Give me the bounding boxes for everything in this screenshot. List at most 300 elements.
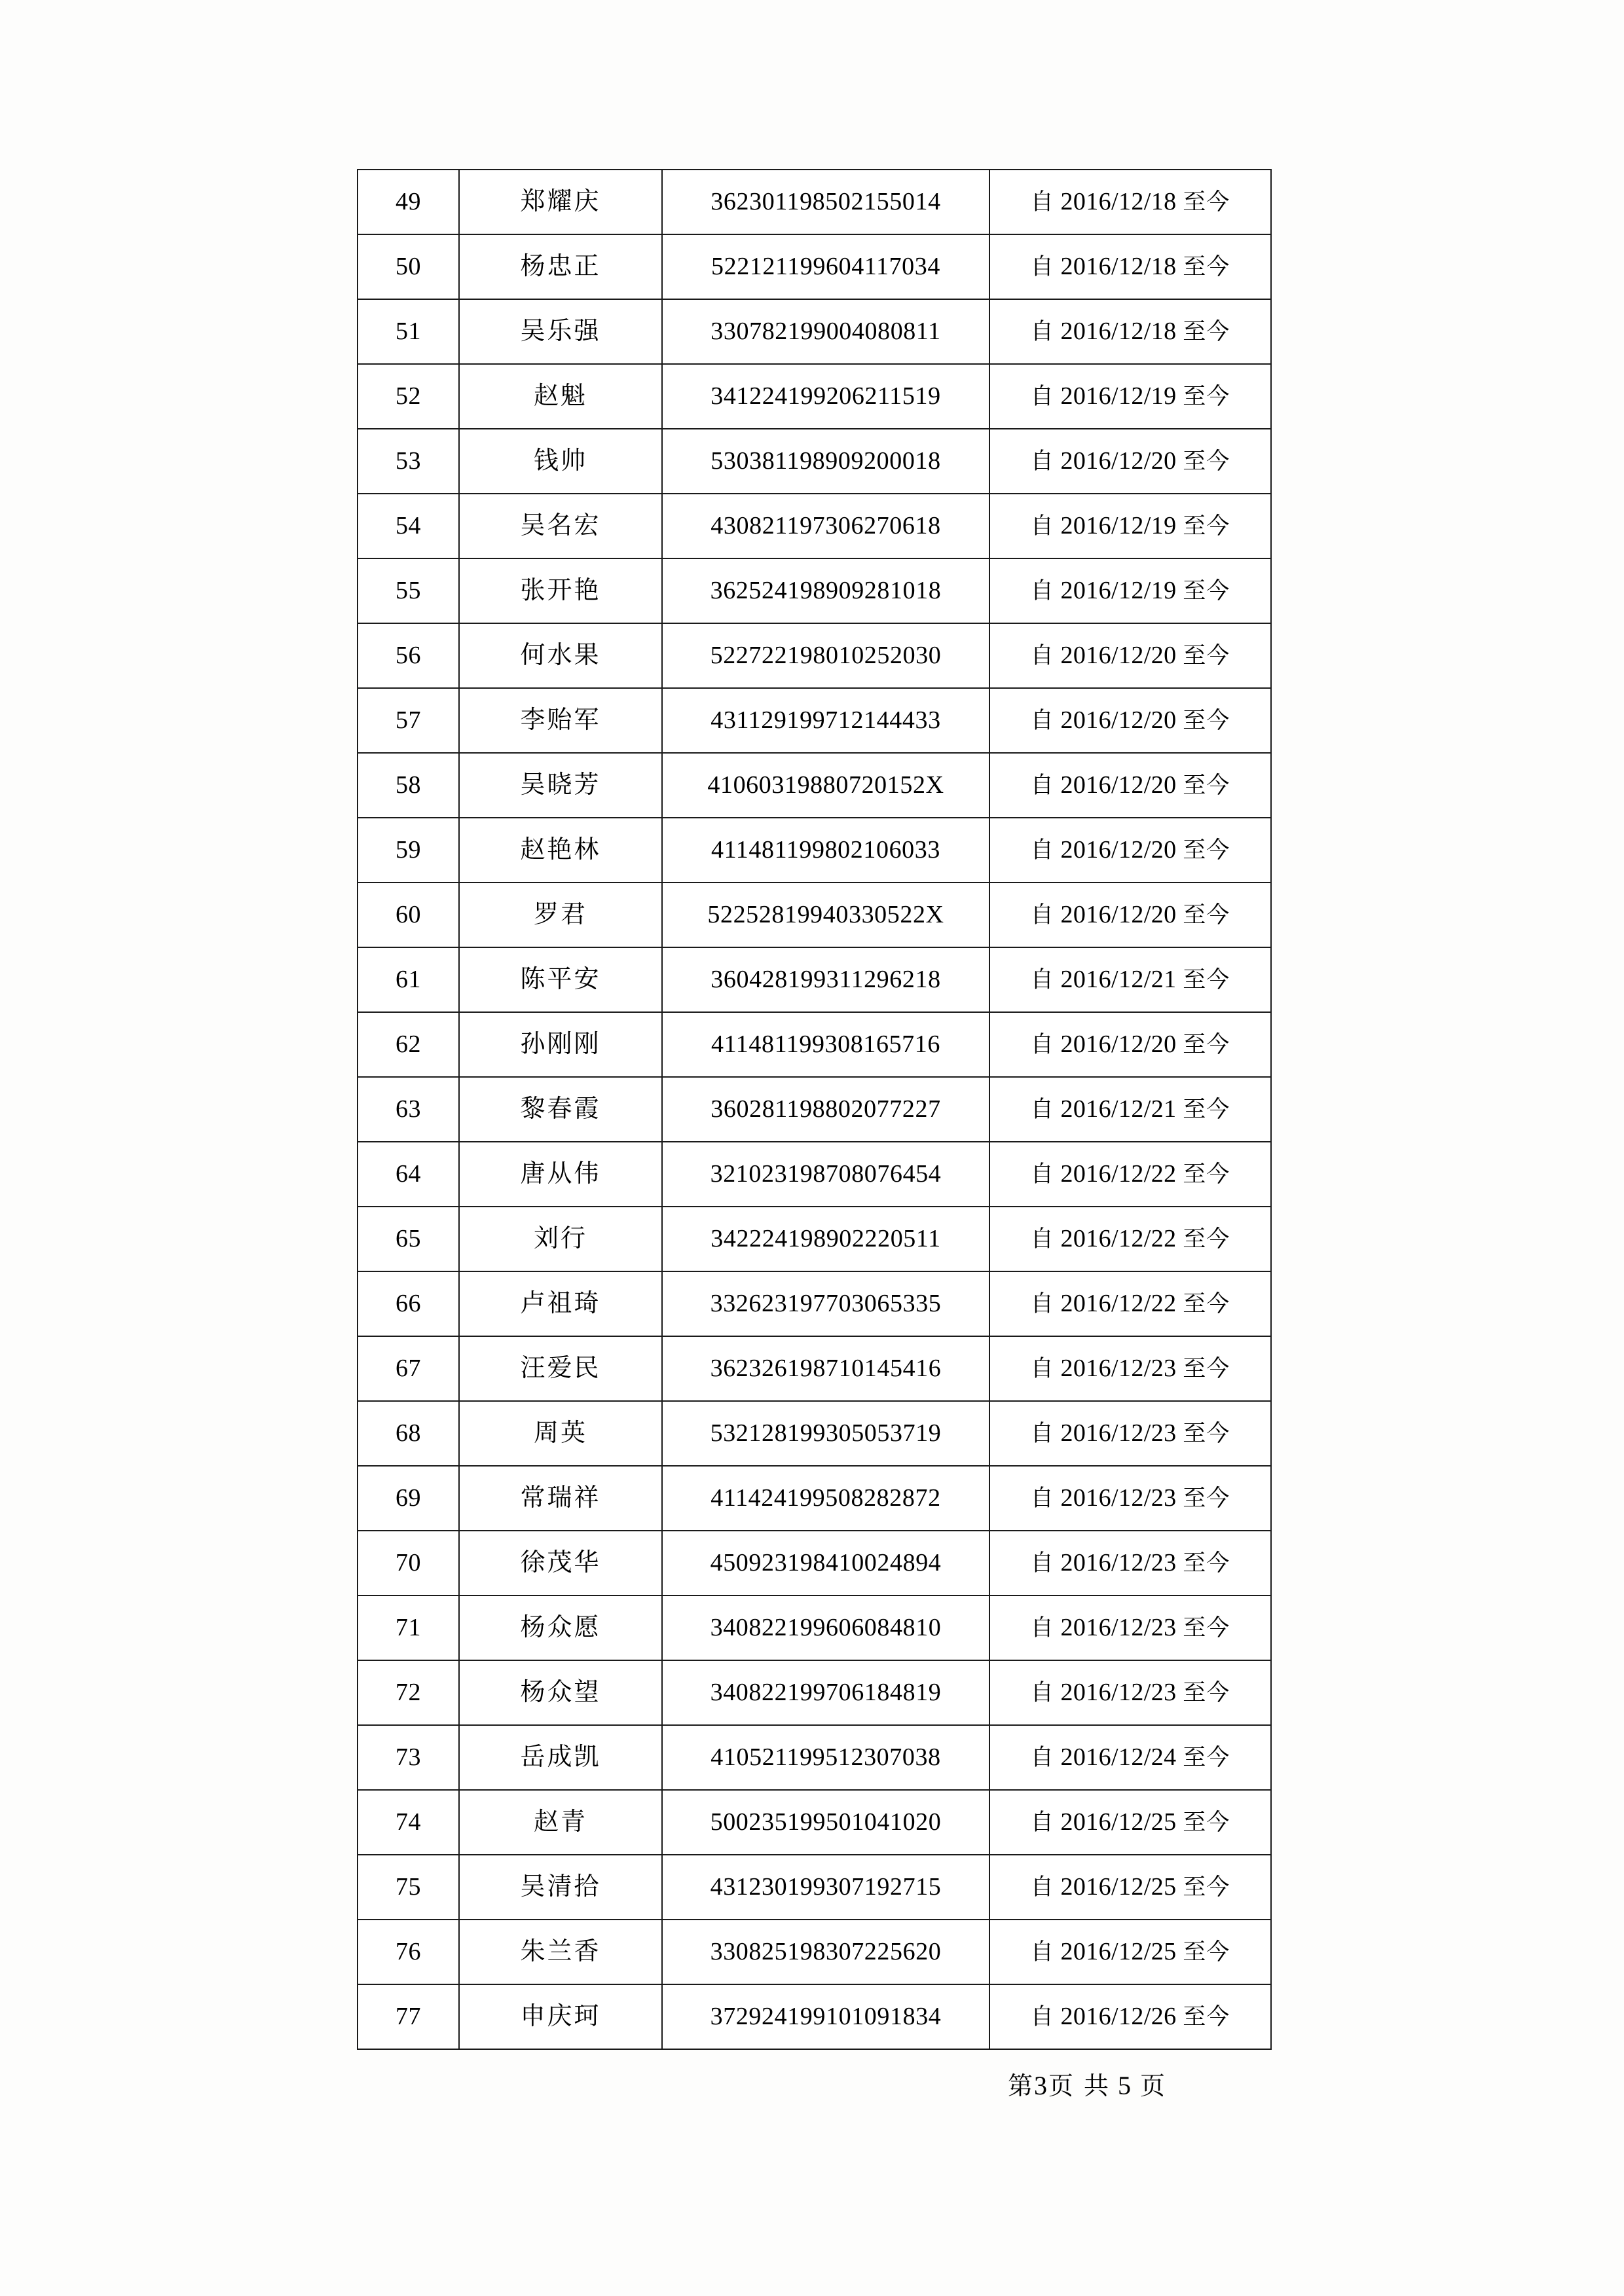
period-text: [1031, 577, 1230, 604]
table-row: [358, 1012, 1271, 1077]
table-row: [358, 234, 1271, 299]
cell-name: [459, 1660, 662, 1725]
period-to-label: 至今: [1183, 448, 1230, 475]
id-number: 362301198502155014: [710, 187, 941, 215]
cell-id-number: [662, 688, 989, 753]
cell-period: [989, 1271, 1271, 1336]
table-row: [358, 753, 1271, 818]
period-text: [1031, 1226, 1230, 1252]
cell-id-number: [662, 1595, 989, 1660]
cell-name: [459, 1725, 662, 1790]
table-row: [358, 299, 1271, 364]
period-date: 2016/12/20: [1060, 641, 1177, 669]
period-from-label: 自: [1030, 1096, 1054, 1123]
person-name: 杨众愿: [520, 1613, 601, 1642]
cell-name: [459, 623, 662, 688]
cell-index: [358, 1142, 459, 1207]
table-row: [358, 1401, 1271, 1466]
cell-name: [459, 1920, 662, 1984]
cell-id-number: [662, 1984, 989, 2049]
cell-id-number: [662, 623, 989, 688]
period-to-label: 至今: [1183, 253, 1230, 280]
cell-index: [358, 1336, 459, 1401]
cell-name: [459, 170, 662, 234]
cell-index: [358, 1920, 459, 1984]
id-number: 362326198710145416: [710, 1354, 942, 1382]
period-text: [1031, 1485, 1230, 1512]
roster-table-container: [357, 169, 1270, 2050]
period-date: 2016/12/20: [1060, 771, 1177, 799]
cell-period: [989, 947, 1271, 1012]
cell-period: [989, 623, 1271, 688]
id-number: 360281198802077227: [710, 1095, 941, 1123]
person-name: 刘行: [533, 1224, 587, 1253]
person-name: 赵青: [533, 1807, 587, 1836]
period-to-label: 至今: [1183, 189, 1230, 215]
period-date: 2016/12/19: [1060, 576, 1177, 604]
id-number: 522121199604117034: [711, 252, 940, 280]
period-text: [1031, 837, 1230, 864]
cell-id-number: [662, 818, 989, 883]
row-index: 72: [396, 1678, 421, 1706]
person-name: 吴清拾: [520, 1872, 601, 1901]
row-index: 57: [396, 706, 421, 734]
person-name: 赵艳林: [520, 835, 601, 864]
cell-name: [459, 494, 662, 558]
period-date: 2016/12/20: [1060, 900, 1177, 928]
cell-name: [459, 1271, 662, 1336]
row-index: 61: [396, 965, 421, 993]
cell-name: [459, 1595, 662, 1660]
period-to-label: 至今: [1183, 772, 1230, 799]
id-number: 341224199206211519: [710, 382, 941, 410]
period-text: [1031, 1679, 1230, 1706]
cell-index: [358, 1595, 459, 1660]
period-from-label: 自: [1030, 253, 1054, 280]
period-date: 2016/12/19: [1060, 382, 1177, 410]
cell-name: [459, 753, 662, 818]
row-index: 56: [396, 641, 421, 669]
table-row: [358, 1531, 1271, 1595]
roster-table: [357, 169, 1272, 2050]
footer-total-pages: 5: [1118, 2071, 1133, 2100]
cell-id-number: [662, 1531, 989, 1595]
person-name: 杨众望: [520, 1677, 601, 1707]
id-number: 532128199305053719: [710, 1419, 942, 1447]
person-name: 朱兰香: [520, 1937, 601, 1966]
period-to-label: 至今: [1183, 1161, 1230, 1188]
table-row: [358, 494, 1271, 558]
cell-name: [459, 1790, 662, 1855]
person-name: 吴晓芳: [520, 770, 601, 799]
period-from-label: 自: [1030, 1550, 1054, 1576]
period-text: [1031, 1355, 1230, 1382]
period-date: 2016/12/18: [1060, 317, 1177, 345]
period-from-label: 自: [1030, 1420, 1054, 1447]
id-number: 450923198410024894: [710, 1548, 942, 1576]
period-date: 2016/12/23: [1060, 1419, 1177, 1447]
person-name: 罗君: [533, 900, 587, 929]
cell-id-number: [662, 558, 989, 623]
cell-period: [989, 1984, 1271, 2049]
cell-name: [459, 1531, 662, 1595]
period-from-label: 自: [1030, 318, 1054, 345]
cell-index: [358, 1077, 459, 1142]
person-name: 何水果: [520, 640, 601, 670]
id-number: 411424199508282872: [710, 1484, 941, 1512]
period-from-label: 自: [1030, 1809, 1054, 1836]
cell-period: [989, 494, 1271, 558]
period-from-label: 自: [1030, 189, 1054, 215]
table-row: [358, 1336, 1271, 1401]
person-name: 吴名宏: [520, 511, 601, 540]
cell-index: [358, 688, 459, 753]
period-from-label: 自: [1030, 1874, 1054, 1901]
person-name: 徐茂华: [520, 1548, 601, 1577]
period-to-label: 至今: [1183, 1096, 1230, 1123]
row-index: 58: [396, 771, 421, 799]
cell-index: [358, 170, 459, 234]
person-name: 杨忠正: [520, 251, 601, 281]
period-to-label: 至今: [1183, 1420, 1230, 1447]
period-date: 2016/12/21: [1060, 965, 1177, 993]
cell-period: [989, 1531, 1271, 1595]
period-date: 2016/12/19: [1060, 511, 1177, 539]
cell-index: [358, 1855, 459, 1920]
period-from-label: 自: [1030, 1679, 1054, 1706]
cell-index: [358, 558, 459, 623]
cell-period: [989, 1660, 1271, 1725]
period-from-label: 自: [1030, 1614, 1054, 1641]
period-from-label: 自: [1030, 448, 1054, 475]
row-index: 54: [396, 511, 421, 539]
table-row: [358, 1660, 1271, 1725]
cell-index: [358, 1207, 459, 1271]
row-index: 65: [396, 1224, 421, 1252]
person-name: 唐从伟: [520, 1159, 601, 1188]
cell-period: [989, 234, 1271, 299]
period-text: [1031, 707, 1230, 734]
period-to-label: 至今: [1183, 966, 1230, 993]
cell-name: [459, 234, 662, 299]
period-from-label: 自: [1030, 902, 1054, 928]
cell-name: [459, 947, 662, 1012]
period-text: [1031, 253, 1230, 280]
table-row: [358, 1077, 1271, 1142]
cell-period: [989, 1725, 1271, 1790]
cell-id-number: [662, 1077, 989, 1142]
period-to-label: 至今: [1183, 1809, 1230, 1836]
row-index: 53: [396, 446, 421, 475]
table-row: [358, 623, 1271, 688]
id-number: 340822199706184819: [710, 1678, 942, 1706]
row-index: 52: [396, 382, 421, 410]
period-from-label: 自: [1030, 1290, 1054, 1317]
row-index: 49: [396, 187, 421, 215]
table-row: [358, 883, 1271, 947]
period-to-label: 至今: [1183, 837, 1230, 864]
row-index: 62: [396, 1030, 421, 1058]
period-date: 2016/12/25: [1060, 1808, 1177, 1836]
person-name: 郑耀庆: [520, 187, 601, 216]
table-row: [358, 1595, 1271, 1660]
cell-index: [358, 947, 459, 1012]
period-date: 2016/12/23: [1060, 1484, 1177, 1512]
period-to-label: 至今: [1183, 383, 1230, 410]
cell-id-number: [662, 947, 989, 1012]
period-date: 2016/12/18: [1060, 252, 1177, 280]
cell-name: [459, 1012, 662, 1077]
period-to-label: 至今: [1183, 1226, 1230, 1252]
period-date: 2016/12/22: [1060, 1224, 1177, 1252]
person-name: 赵魁: [533, 381, 587, 410]
id-number: 430821197306270618: [710, 511, 941, 539]
id-number: 411481199308165716: [711, 1030, 940, 1058]
row-index: 68: [396, 1419, 421, 1447]
table-row: [358, 947, 1271, 1012]
row-index: 66: [396, 1289, 421, 1317]
cell-name: [459, 1336, 662, 1401]
period-text: [1031, 1096, 1230, 1123]
period-date: 2016/12/18: [1060, 187, 1177, 215]
cell-name: [459, 688, 662, 753]
cell-index: [358, 364, 459, 429]
period-date: 2016/12/23: [1060, 1548, 1177, 1576]
cell-name: [459, 1984, 662, 2049]
cell-id-number: [662, 1855, 989, 1920]
table-row: [358, 558, 1271, 623]
row-index: 70: [396, 1548, 421, 1576]
period-to-label: 至今: [1183, 1355, 1230, 1382]
period-to-label: 至今: [1183, 1031, 1230, 1058]
id-number: 41060319880720152X: [707, 771, 944, 799]
period-date: 2016/12/23: [1060, 1354, 1177, 1382]
cell-name: [459, 364, 662, 429]
footer-suffix: 页: [1140, 2071, 1167, 2100]
page-number-text: [1008, 2066, 1166, 2102]
cell-name: [459, 1401, 662, 1466]
person-name: 岳成凯: [520, 1742, 601, 1772]
period-date: 2016/12/23: [1060, 1613, 1177, 1641]
cell-id-number: [662, 364, 989, 429]
cell-id-number: [662, 753, 989, 818]
cell-period: [989, 1595, 1271, 1660]
row-index: 55: [396, 576, 421, 604]
page-footer: [0, 2066, 1624, 2102]
period-text: [1031, 1809, 1230, 1836]
period-date: 2016/12/20: [1060, 1030, 1177, 1058]
period-to-label: 至今: [1183, 1614, 1230, 1641]
period-to-label: 至今: [1183, 1290, 1230, 1317]
cell-index: [358, 1660, 459, 1725]
cell-index: [358, 1012, 459, 1077]
id-number: 431129199712144433: [710, 706, 941, 734]
cell-index: [358, 1271, 459, 1336]
cell-id-number: [662, 1401, 989, 1466]
cell-id-number: [662, 494, 989, 558]
period-from-label: 自: [1030, 1744, 1054, 1771]
person-name: 钱帅: [533, 446, 587, 475]
id-number: 500235199501041020: [710, 1808, 942, 1836]
table-row: [358, 1142, 1271, 1207]
row-index: 50: [396, 252, 421, 280]
cell-period: [989, 753, 1271, 818]
cell-index: [358, 429, 459, 494]
cell-id-number: [662, 1012, 989, 1077]
cell-index: [358, 883, 459, 947]
period-text: [1031, 1874, 1230, 1901]
period-text: [1031, 966, 1230, 993]
period-from-label: 自: [1030, 383, 1054, 410]
cell-period: [989, 170, 1271, 234]
period-date: 2016/12/20: [1060, 706, 1177, 734]
cell-period: [989, 1466, 1271, 1531]
person-name: 张开艳: [520, 575, 601, 605]
period-date: 2016/12/20: [1060, 835, 1177, 864]
id-number: 360428199311296218: [710, 965, 941, 993]
period-text: [1031, 189, 1230, 215]
cell-period: [989, 364, 1271, 429]
period-to-label: 至今: [1183, 1679, 1230, 1706]
period-text: [1031, 772, 1230, 799]
id-number: 410521199512307038: [710, 1743, 941, 1771]
cell-period: [989, 688, 1271, 753]
period-text: [1031, 448, 1230, 475]
period-to-label: 至今: [1183, 1744, 1230, 1771]
period-from-label: 自: [1030, 1161, 1054, 1188]
row-index: 69: [396, 1484, 421, 1512]
cell-period: [989, 558, 1271, 623]
period-text: [1031, 1939, 1230, 1965]
period-text: [1031, 1161, 1230, 1188]
id-number: 431230199307192715: [710, 1872, 942, 1901]
period-text: [1031, 383, 1230, 410]
cell-id-number: [662, 1466, 989, 1531]
period-to-label: 至今: [1183, 1939, 1230, 1965]
cell-index: [358, 1401, 459, 1466]
id-number: 330782199004080811: [710, 317, 941, 345]
table-row: [358, 1984, 1271, 2049]
period-from-label: 自: [1030, 513, 1054, 539]
row-index: 74: [396, 1808, 421, 1836]
id-number: 372924199101091834: [710, 2002, 942, 2030]
period-text: [1031, 1031, 1230, 1058]
period-to-label: 至今: [1183, 1550, 1230, 1576]
cell-name: [459, 1207, 662, 1271]
period-to-label: 至今: [1183, 577, 1230, 604]
person-name: 吴乐强: [520, 316, 601, 346]
table-row: [358, 1920, 1271, 1984]
id-number: 340822199606084810: [710, 1613, 942, 1641]
table-row: [358, 688, 1271, 753]
cell-name: [459, 1855, 662, 1920]
table-row: [358, 1271, 1271, 1336]
person-name: 孙刚刚: [520, 1029, 601, 1059]
period-to-label: 至今: [1183, 642, 1230, 669]
period-from-label: 自: [1030, 1939, 1054, 1965]
person-name: 周英: [533, 1418, 587, 1448]
person-name: 汪爱民: [520, 1353, 601, 1383]
cell-index: [358, 299, 459, 364]
period-text: [1031, 1614, 1230, 1641]
period-from-label: 自: [1030, 1355, 1054, 1382]
cell-id-number: [662, 1920, 989, 1984]
period-to-label: 至今: [1183, 318, 1230, 345]
cell-period: [989, 818, 1271, 883]
id-number: 362524198909281018: [710, 576, 942, 604]
period-from-label: 自: [1030, 1031, 1054, 1058]
footer-middle: 页 共: [1048, 2071, 1111, 2100]
id-number: 52252819940330522X: [707, 900, 944, 928]
table-row: [358, 1725, 1271, 1790]
cell-period: [989, 1336, 1271, 1401]
cell-index: [358, 1531, 459, 1595]
table-row: [358, 429, 1271, 494]
period-from-label: 自: [1030, 1485, 1054, 1512]
person-name: 黎春霞: [520, 1094, 601, 1123]
cell-name: [459, 1077, 662, 1142]
footer-prefix: 第: [1007, 2071, 1034, 2100]
row-index: 75: [396, 1872, 421, 1901]
period-text: [1031, 513, 1230, 539]
period-from-label: 自: [1030, 966, 1054, 993]
cell-index: [358, 1466, 459, 1531]
period-to-label: 至今: [1183, 1874, 1230, 1901]
table-row: [358, 1855, 1271, 1920]
period-text: [1031, 1420, 1230, 1447]
period-from-label: 自: [1030, 772, 1054, 799]
cell-period: [989, 1401, 1271, 1466]
cell-id-number: [662, 1790, 989, 1855]
cell-index: [358, 623, 459, 688]
cell-period: [989, 1207, 1271, 1271]
period-to-label: 至今: [1183, 2003, 1230, 2030]
id-number: 522722198010252030: [710, 641, 942, 669]
period-from-label: 自: [1030, 837, 1054, 864]
period-from-label: 自: [1030, 707, 1054, 734]
cell-id-number: [662, 1660, 989, 1725]
row-index: 67: [396, 1354, 421, 1382]
cell-index: [358, 1725, 459, 1790]
person-name: 申庆珂: [520, 2001, 601, 2031]
row-index: 51: [396, 317, 421, 345]
period-text: [1031, 318, 1230, 345]
period-to-label: 至今: [1183, 707, 1230, 734]
cell-period: [989, 429, 1271, 494]
cell-period: [989, 1012, 1271, 1077]
cell-index: [358, 234, 459, 299]
cell-index: [358, 1984, 459, 2049]
cell-id-number: [662, 883, 989, 947]
period-text: [1031, 642, 1230, 669]
row-index: 76: [396, 1937, 421, 1965]
period-to-label: 至今: [1183, 1485, 1230, 1512]
table-row: [358, 1790, 1271, 1855]
id-number: 330825198307225620: [710, 1937, 942, 1965]
period-to-label: 至今: [1183, 902, 1230, 928]
period-from-label: 自: [1030, 2003, 1054, 2030]
cell-index: [358, 753, 459, 818]
cell-name: [459, 299, 662, 364]
id-number: 342224198902220511: [710, 1224, 941, 1252]
row-index: 59: [396, 835, 421, 864]
row-index: 63: [396, 1095, 421, 1123]
cell-id-number: [662, 429, 989, 494]
person-name: 陈平安: [520, 964, 601, 994]
cell-name: [459, 1466, 662, 1531]
table-row: [358, 170, 1271, 234]
period-date: 2016/12/25: [1060, 1937, 1177, 1965]
